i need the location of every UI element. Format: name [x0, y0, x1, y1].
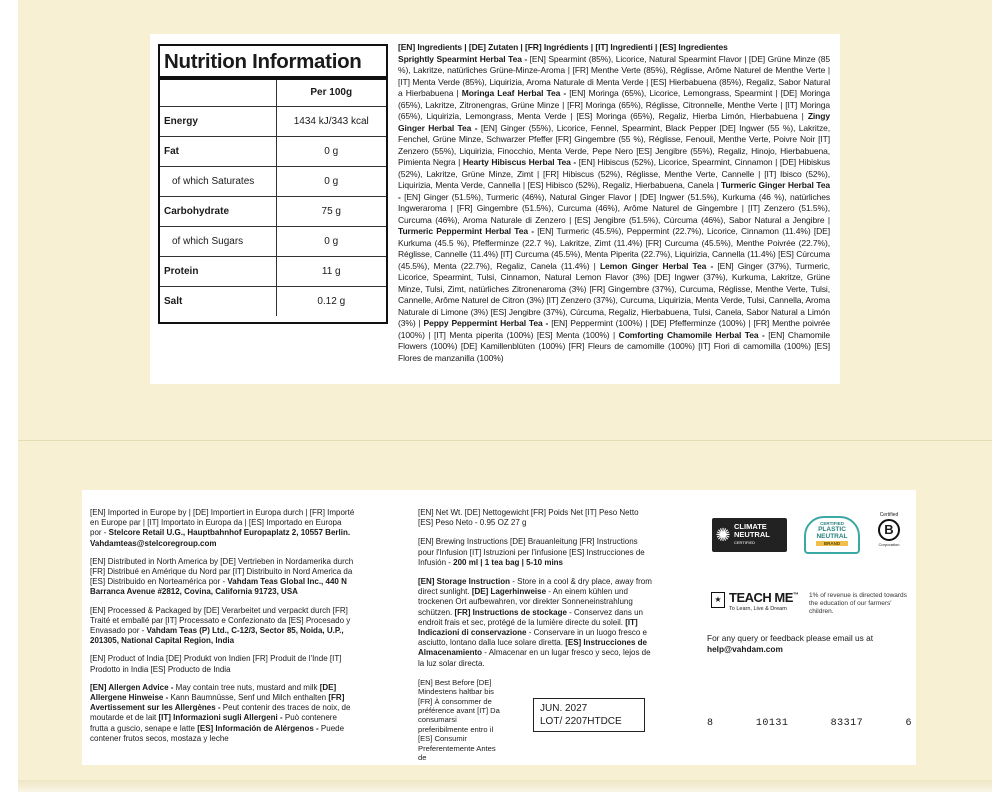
ingredient-name: Turmeric Peppermint Herbal Tea -: [398, 226, 538, 236]
packager: [90, 606, 355, 647]
teach-me-trademark: ™: [792, 592, 799, 599]
barcode-digit-group: 10131: [755, 718, 789, 729]
contact-info: [707, 633, 912, 655]
climate-neutral-icon: ✺: [715, 524, 731, 545]
allergen-label: [DE] Allergene Hinweise -: [90, 682, 337, 703]
ingredient-text: [EN] Spearmint (85%), Licorice, Natural Spearmint Flavor | [DE] Grüne Minze (85 %), Lakritze, natürliches Grüne-Minze-Aroma | [FR] Menthe Verte (85%), Réglisse, Arôme Naturel de Menthe Verte | [IT] Menta Verde (85%), Liquirizia, Aroma Naturale di Menta Verde | [ES] Hierbabuena (85%), Regaliz, Sabor Natural a Hierbabuena |: [398, 53, 830, 98]
importer-eu-text: [EN] Imported in Europe by | [DE] Importiert in Europa durch | [FR] Importé en Europe par | [IT] Importato in Europa da | [ES] Importado en Europa por -: [90, 508, 355, 538]
ingredient-name: Peppy Peppermint Herbal Tea -: [423, 318, 552, 328]
barcode-digit-group: 8: [707, 718, 714, 729]
allergen-label: [FR] Avertissement sur les Allergènes -: [90, 693, 345, 713]
brewing-instructions: [418, 537, 652, 568]
nutrition-value: 0 g: [276, 136, 386, 166]
teach-me-subtitle: To Learn, Live & Dream: [729, 606, 787, 612]
packaging-fold: [18, 780, 992, 792]
ingredient-name: Lemon Ginger Herbal Tea -: [599, 260, 718, 271]
storage-label: [ES] Instrucciones de Almacenamiento: [418, 638, 647, 658]
ingredient-text: [EN] Hibiscus (52%), Licorice, Spearmint, Cinnamon | [DE] Hibiskus (52%), Lakritze, Grüne Minze, Zimt | [FR] Hibiscus (52%), Réglisse, Menthe Verte, Cannelle | [IT] Ibisco (52%), Liquirizia, Menta Verde, Cannella | [ES] Hibisco (52%), Regaliz, Hierbabuena, Canela |: [398, 157, 830, 190]
net-weight: [EN] Net Wt. [DE] Nettogewicht [FR] Poids Net [IT] Peso Netto [ES] Peso Neto - 0.95 OZ 27 g: [418, 508, 639, 528]
storage-label: [EN] Storage Instruction: [418, 577, 511, 587]
climate-neutral-text: [734, 523, 770, 547]
plastic-neutral-logo: [804, 516, 860, 554]
lot-number: LOT/ 2207HTDCE: [540, 715, 622, 727]
ingredient-text: [EN] Ginger (51.5%), Turmeric (46%), Natural Ginger Flavor | [DE] Ingwer (51.5%), Kurkuma (46 %), natürliches Ingweraroma | [FR] Gingembre (51.5%), Curcuma (46%), Arôme Naturel de Gingembre | [IT] Zenzero (51.5%), Curcuma (46%), Aroma Naturale di Zenzero | [ES] Jengibre (51.5%), Cúrcuma (46%), Sabor Natural a Jengibre |: [398, 191, 831, 225]
importer-eu: [90, 508, 355, 549]
teach-me-icon: ★: [711, 592, 725, 608]
ingredient-name: Comforting Chamomile Herbal Tea -: [618, 329, 769, 340]
packager-address: Vahdam Teas (P) Ltd., C-12/3, Sector 85, Noida, U.P., 201305, National Capital Region, India: [90, 626, 344, 646]
teach-me-section: [707, 586, 912, 626]
importer-column: [90, 508, 355, 752]
storage-text: - Conservez dans un endroit frais et sec, protégé de la lumière directe du soleil.: [418, 607, 643, 627]
plastic-neutral-line: PLASTIC: [818, 526, 846, 533]
ingredients-text: [398, 42, 830, 364]
storage-text: - Almacenar en un lugar fresco y seco, lejos de la luz solar directa.: [418, 648, 651, 668]
ingredients-heading: [EN] Ingredients | [DE] Zutaten | [FR] Ingrédients | [IT] Ingredienti | [ES] Ingredientes: [398, 42, 728, 52]
distributor-na-text: [EN] Distributed in North America by [DE] Vertrieben in Nordamerika durch [FR] Distribué en Amérique du Nord par [IT] Distribuito in Nord America da [ES] Distribuido en Norteamérica por -: [90, 556, 354, 587]
nutrition-value: 0 g: [276, 226, 386, 256]
contact-email: help@vahdam.com: [707, 644, 783, 654]
ingredient-name: Turmeric Ginger Herbal Tea -: [398, 180, 830, 202]
nutrition-label: Carbohydrate: [160, 196, 276, 226]
brewing-value: 200 ml | 1 tea bag | 5-10 mins: [453, 557, 563, 567]
nutrition-value: 0.12 g: [276, 286, 386, 316]
nutrition-value: 75 g: [276, 196, 386, 226]
distributor-na-address: Vahdam Teas Global Inc., 440 N Barranca Avenue #2812, Covina, California 91723, USA: [90, 577, 347, 597]
country-of-origin: [EN] Product of India [DE] Produkt von Indien [FR] Produit de l'Inde [IT] Prodotto in India [ES] Producto de India: [90, 654, 342, 674]
storage-label: [FR] Instructions de stockage: [454, 607, 567, 617]
best-before-label: [EN] Best Before [DE] Mindestens haltbar bis [FR] À consommer de préférence avant [IT] Da consumarsi preferibilmente entro il [ES] Consumir Preferentemente Antes de: [418, 677, 500, 763]
nutrition-header-row: [160, 80, 386, 106]
plastic-neutral-line: BRAND: [816, 541, 848, 546]
nutrition-table: [158, 44, 388, 324]
brewing-text: [EN] Brewing Instructions [DE] Brauanleitung [FR] Instructions pour l'Infusion [IT] Istruzioni per l'infusione [ES] Instrucciones de Infusión -: [418, 537, 645, 567]
packager-text: [EN] Processed & Packaged by [DE] Verarbeitet und verpackt durch [FR] Traité et emballé par [IT] Processato e Confezionato da [ES] Procesado y Envasado por -: [90, 605, 351, 636]
barcode: [707, 718, 912, 748]
best-before-box: [533, 698, 645, 732]
storage-text: - An einem kühlen und trockenen Ort aufbewahren, vor direkter Sonneneinstrahlung schützen.: [418, 587, 633, 617]
ingredient-name: Hearty Hibiscus Herbal Tea -: [462, 157, 579, 167]
allergen-advice: [90, 683, 355, 744]
importer-eu-address: Stelcore Retail U.G., Hauptbahnhof Europaplatz 2, 10557 Berlin. Vahdamteas@stelcoregroup.com: [90, 528, 351, 548]
climate-neutral-logo: [712, 518, 787, 552]
allergen-text: Kann Baumnüsse, Senf und Milch enthalten: [170, 693, 329, 703]
certification-logos: [707, 512, 912, 562]
allergen-text: Puede contener frutos secos, mostaza y leche: [90, 723, 345, 743]
company-info-label: [82, 490, 916, 765]
storage-label: [DE] Lagerhinweise: [471, 587, 547, 597]
barcode-digits: [707, 718, 912, 729]
product-info-column: [418, 508, 652, 763]
barcode-digit-group: 6: [905, 718, 912, 729]
distributor-na: [90, 557, 355, 598]
allergen-text: Può contenere frutta a guscio, senape e latte: [90, 713, 337, 733]
nutrition-title: Nutrition Information: [160, 46, 386, 80]
storage-text: - Conservare in un luogo fresco e asciutto, lontano dalla luce solare diretta.: [418, 628, 647, 648]
storage-label: [IT] Indicazioni di conservazione: [418, 617, 638, 638]
bcorp-top: Certified: [879, 512, 899, 518]
nutrition-ingredients-label: [150, 34, 840, 384]
bcorp-logo: [875, 512, 903, 547]
nutrition-value: 11 g: [276, 256, 386, 286]
nutrition-row-energy: [160, 106, 386, 136]
ingredient-text: [EN] Chamomile Flowers (100%) [DE] Kamillenblüten (100%) [FR] Fleurs de camomille (100%) [IT] Fiori di camomilla (100%) [ES] Flores de manzanilla (100%): [398, 329, 830, 363]
best-before-date: JUN. 2027: [540, 702, 588, 714]
nutrition-label: of which Sugars: [160, 226, 276, 256]
storage-text: - Store in a cool & dry place, away from direct sunlight.: [418, 577, 652, 597]
plastic-neutral-line: CERTIFIED: [820, 521, 844, 526]
nutrition-row-fat: [160, 136, 386, 166]
nutrition-header-label: [160, 80, 276, 106]
teach-me-logo: [729, 590, 798, 605]
plastic-neutral-line: NEUTRAL: [816, 533, 848, 540]
allergen-label: [ES] Información de Alérgenos -: [197, 723, 321, 733]
bcorp-bottom: Corporation: [878, 542, 900, 547]
bcorp-icon: B: [878, 519, 900, 541]
allergen-text: Peut contenir des traces de noix, de moutarde et de lait: [90, 703, 351, 723]
nutrition-value: 1434 kJ/343 kcal: [276, 106, 386, 136]
nutrition-row-carbohydrate: [160, 196, 386, 226]
ingredient-text: [EN] Peppermint (100%) | [DE] Pfefferminze (100%) | [FR] Menthe poivrée (100%) | [IT] Menta piperita (100%) [ES] Menta (100%) |: [398, 318, 830, 340]
ingredient-name: Zingy Ginger Herbal Tea -: [398, 111, 830, 133]
allergen-label: [IT] Informazioni sugli Allergeni -: [158, 713, 285, 723]
nutrition-label: Energy: [160, 106, 276, 136]
ingredient-text: [EN] Turmeric (45.5%), Peppermint (22.7%), Licorice, Cinnamon (11.4%) [DE] Kurkuma (45.5 %), Pfefferminze (22.7 %), Lakritze, Zimt (11.4%) [FR] Curcuma (45.5%), Menthe Poivrée (22.7%), Réglisse, Cannelle (11.4%) [IT] Curcuma (45.5%), Menta Piperita (22.7%), Liquirizia, Cannella (11.4%) [ES] Cúrcuma (45.5%), Menta (22.7%), Regaliz, Canela (11.4%) |: [398, 226, 830, 271]
teach-me-note: 1% of revenue is directed towards the education of our farmers' children.: [809, 592, 907, 615]
certifications-column: [707, 512, 912, 655]
climate-neutral-line: CLIMATE: [734, 522, 767, 531]
nutrition-label: Fat: [160, 136, 276, 166]
nutrition-label: of which Saturates: [160, 166, 276, 196]
nutrition-row-protein: [160, 256, 386, 286]
ingredient-text: [EN] Ginger (55%), Licorice, Fennel, Spearmint, Black Pepper [DE] Ingwer (55 %), Lakritze, Fenchel, Grüne Minze, Schwarzer Pfeffer [FR] Gingembre (55 %), Réglisse, Fenouil, Menthe Verte, Poivre Noir [IT] Zenzero (55%), Liquirizia, Finocchio, Menta Verde, Pepe Nero [ES] Jengibre (55%), Regaliz, Hinojo, Hierbabuena, Pimienta Negra |: [398, 122, 830, 167]
nutrition-header-per100g: Per 100g: [276, 80, 386, 106]
nutrition-row-salt: [160, 286, 386, 316]
nutrition-row-sugars: [160, 226, 386, 256]
climate-neutral-sub: CERTIFIED: [734, 540, 756, 545]
barcode-digit-group: 83317: [830, 718, 864, 729]
storage-instructions: [418, 577, 652, 669]
allergen-text: May contain tree nuts, mustard and milk: [175, 682, 320, 692]
query-text: For any query or feedback please email us at: [707, 633, 874, 643]
best-before-row: [418, 678, 652, 763]
nutrition-label: Salt: [164, 295, 183, 307]
nutrition-value: 0 g: [276, 166, 386, 196]
ingredient-name: Sprightly Spearmint Herbal Tea -: [398, 53, 530, 64]
allergen-label: [EN] Allergen Advice -: [90, 682, 176, 692]
climate-neutral-line: NEUTRAL: [734, 530, 770, 539]
ingredient-name: Moringa Leaf Herbal Tea -: [461, 88, 570, 98]
teach-me-title: TEACH ME: [729, 590, 793, 605]
ingredient-text: [EN] Ginger (37%), Turmeric, Licorice, Spearmint, Tulsi, Cinnamon, Natural Lemon Flavor (3%) [DE] Ingwer (37%), Kurkuma, Lakritze, Grüne Minze, Tulsi, Zimt, natürliches Zitronenaroma (3%) [FR] Gingembre (37%), Curcuma, Réglisse, Menthe Verte, Tulsi, Cannelle, Arôme Naturel de Citron (3%) [IT] Zenzero (37%), Curcuma, Liquirizia, Menta Verde, Tulsi, Cannella, Aroma Naturale di Limone (3%) [ES] Jengibre (37%), Cúrcuma, Regaliz, Hierbabuena, Tulsi, Canela, Sabor Natural a Limón (3%) |: [398, 260, 830, 328]
nutrition-label: Protein: [160, 256, 276, 286]
nutrition-row-saturates: [160, 166, 386, 196]
ingredient-text: [EN] Moringa (65%), Licorice, Lemongrass, Spearmint | [DE] Moringa (65%), Lakritze, Zitronengras, Grüne Minze | [FR] Moringa (65%), Réglisse, Citronnelle, Menthe Verte | [IT] Moringa (65%), Liquirizia, Lemongrass, Menta Verde | [ES] Moringa (65%), Regaliz, Hierba Limón, Hierbabuena |: [398, 88, 830, 121]
